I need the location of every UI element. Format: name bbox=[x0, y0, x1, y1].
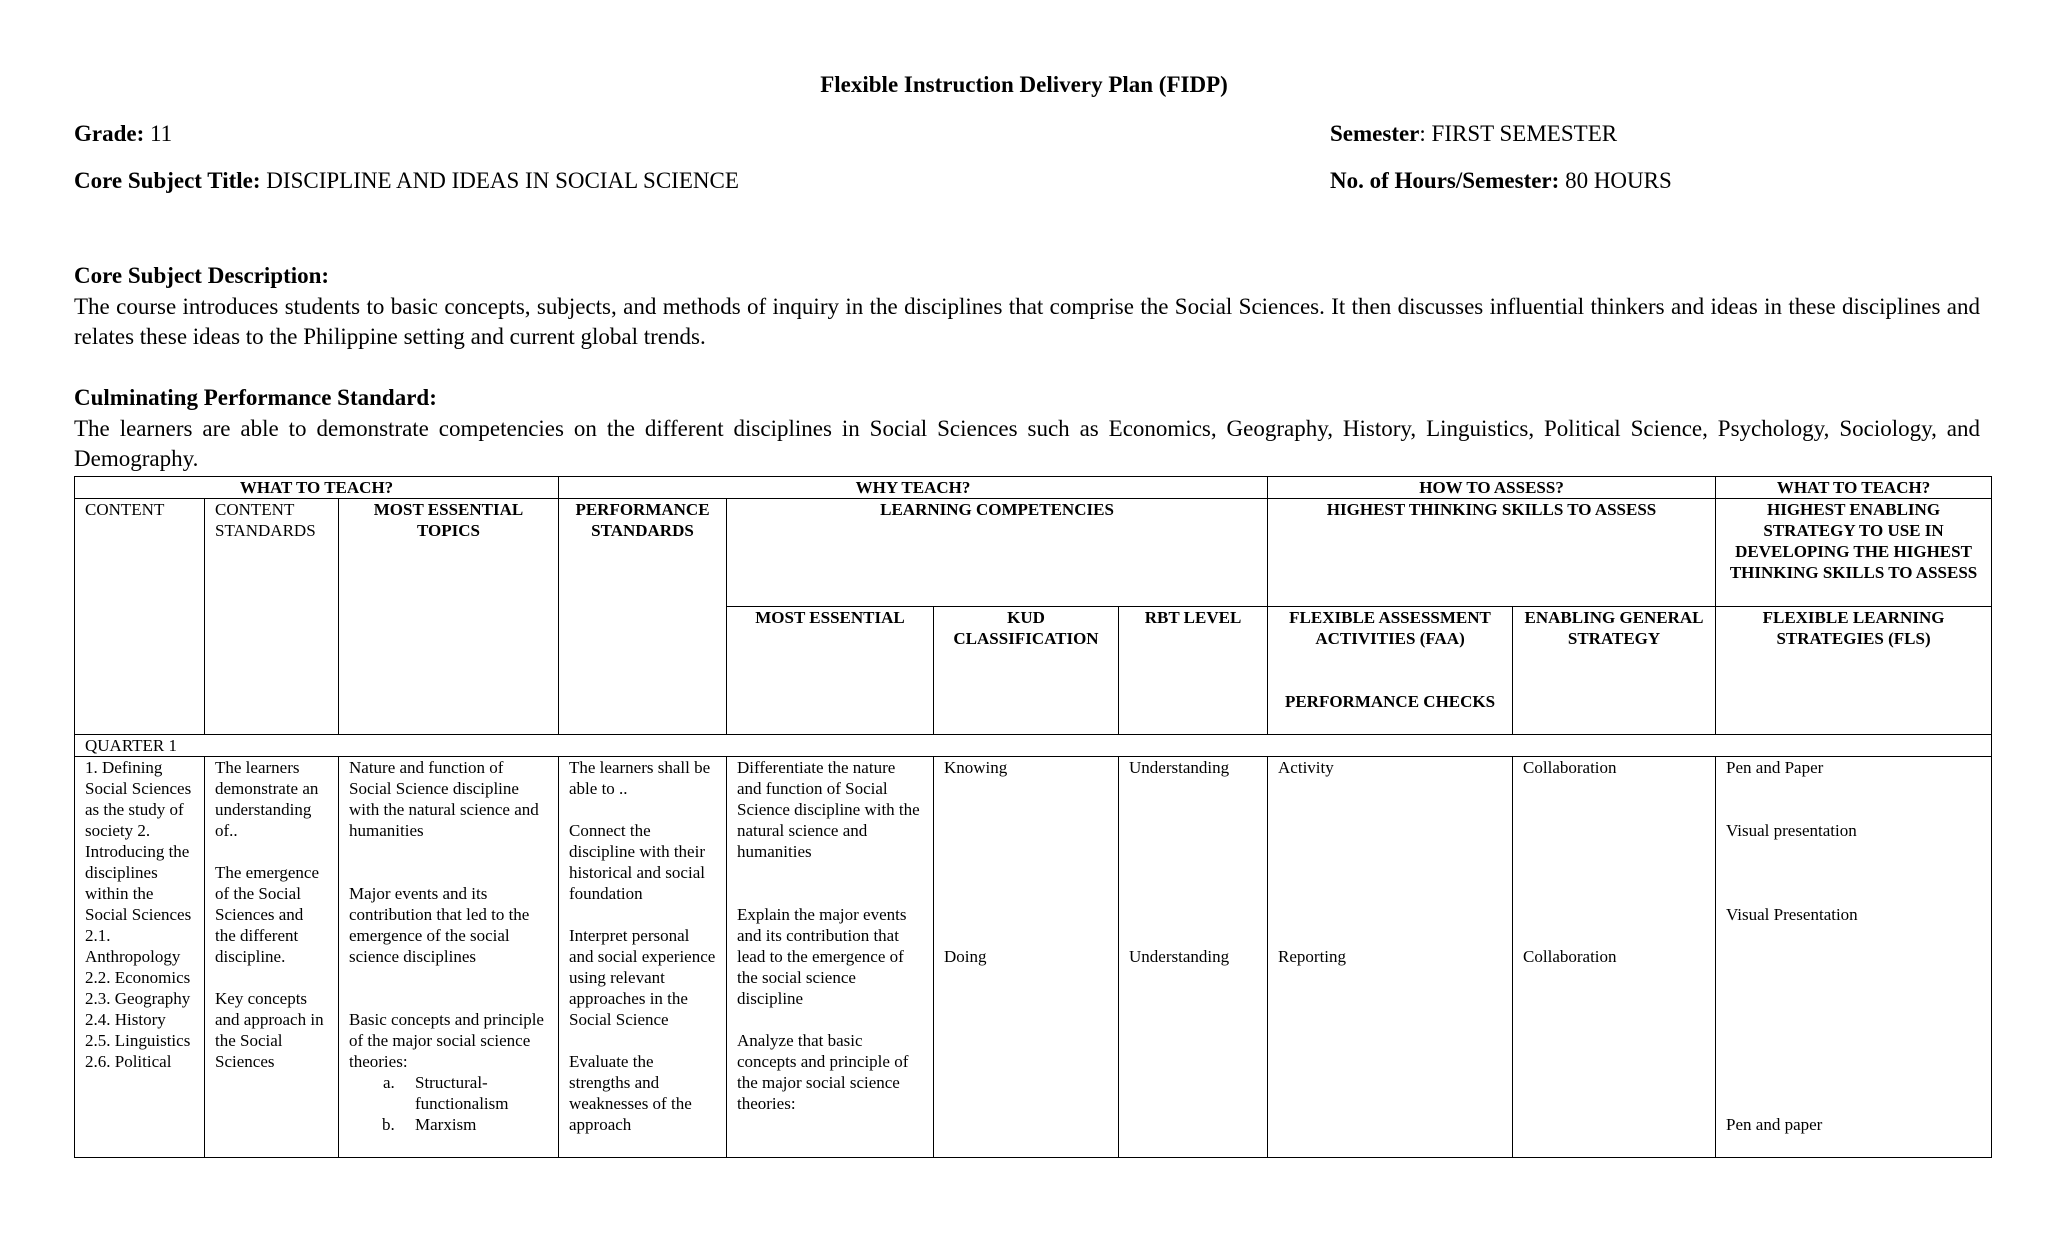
grade-line bbox=[74, 121, 172, 147]
hours-line bbox=[1330, 168, 1672, 194]
culminating-text: The learners are able to demonstrate competencies on the different disciplines in Social Sciences such as Economics, Geography, History, Linguistics, Political Science, Psychology, Sociology, and Demography. bbox=[74, 416, 1980, 471]
sub-header-row bbox=[75, 499, 1992, 607]
semester-label: Semester bbox=[1330, 121, 1420, 146]
grade-label: Grade: bbox=[74, 121, 145, 146]
header-content-standards: CONTENT STANDARDS bbox=[205, 499, 339, 735]
table-row bbox=[75, 757, 1992, 1158]
header-highest-enabling: HIGHEST ENABLING STRATEGY TO USE IN DEVELOPING THE HIGHEST THINKING SKILLS TO ASSESS bbox=[1716, 499, 1992, 607]
subject-label: Core Subject Title: bbox=[74, 168, 261, 193]
list-item: a. Structural-functionalism bbox=[399, 1072, 548, 1114]
header-fls: FLEXIBLE LEARNING STRATEGIES (FLS) bbox=[1716, 607, 1992, 735]
semester-value: : FIRST SEMESTER bbox=[1419, 121, 1618, 146]
quarter-label: QUARTER 1 bbox=[75, 735, 1992, 757]
grade-value: 11 bbox=[150, 121, 173, 146]
cell-enabling: Collaboration Collaboration bbox=[1513, 757, 1716, 1158]
cell-faa: Activity Reporting bbox=[1268, 757, 1513, 1158]
fidp-table bbox=[74, 476, 1992, 1158]
list-item: b. Marxism bbox=[399, 1114, 548, 1135]
quarter-row bbox=[75, 735, 1992, 757]
header-faa: FLEXIBLE ASSESSMENT ACTIVITIES (FAA) bbox=[1289, 608, 1491, 648]
cell-fls: Pen and Paper Visual presentation Visual Presentation Pen and paper bbox=[1716, 757, 1992, 1158]
header-kud: KUD CLASSIFICATION bbox=[934, 607, 1119, 735]
header-performance-checks: PERFORMANCE CHECKS bbox=[1284, 692, 1496, 711]
document-title: Flexible Instruction Delivery Plan (FIDP) bbox=[820, 72, 1228, 97]
header-how-to-assess: HOW TO ASSESS? bbox=[1268, 477, 1716, 499]
cell-content: 1. Defining Social Sciences as the study of society 2. Introducing the disciplines within the Social Sciences 2.1. Anthropology 2.2. Economics 2.3. Geography 2.4. History 2.5. Linguistics 2.6. Political bbox=[75, 757, 205, 1158]
header-performance-standards: PERFORMANCE STANDARDS bbox=[559, 499, 727, 735]
cell-topics: Nature and function of Social Science discipline with the natural science and humanities Major events and its contribution that led to the emergence of the social science disciplines Basic concepts and principle of the major social science theories: a. Structural-functionalism b. Marxism bbox=[339, 757, 559, 1158]
subject-line bbox=[74, 168, 739, 194]
header-learning-competencies: LEARNING COMPETENCIES bbox=[727, 499, 1268, 607]
header-why-teach: WHY TEACH? bbox=[559, 477, 1268, 499]
header-highest-thinking: HIGHEST THINKING SKILLS TO ASSESS bbox=[1268, 499, 1716, 607]
header-what-to-teach-2: WHAT TO TEACH? bbox=[1716, 477, 1992, 499]
cell-content-standards: The learners demonstrate an understanding of.. The emergence of the Social Sciences and the different discipline. Key concepts and approach in the Social Sciences bbox=[205, 757, 339, 1158]
header-most-essential: MOST ESSENTIAL bbox=[727, 607, 934, 735]
culminating-heading: Culminating Performance Standard: bbox=[74, 385, 437, 410]
header-enabling-general: ENABLING GENERAL STRATEGY bbox=[1513, 607, 1716, 735]
header-faa-cell bbox=[1268, 607, 1513, 735]
cell-performance: The learners shall be able to .. Connect the discipline with their historical and social foundation Interpret personal and social experience using relevant approaches in the Social Science Evaluate the strengths and weaknesses of the approach bbox=[559, 757, 727, 1158]
topic-list bbox=[349, 1072, 548, 1135]
header-most-essential-topics: MOST ESSENTIAL TOPICS bbox=[339, 499, 559, 735]
hours-label: No. of Hours/Semester: bbox=[1330, 168, 1560, 193]
semester-line bbox=[1330, 121, 1617, 147]
header-what-to-teach: WHAT TO TEACH? bbox=[75, 477, 559, 499]
header-content: CONTENT bbox=[75, 499, 205, 735]
header-rbt: RBT LEVEL bbox=[1119, 607, 1268, 735]
description-text: The course introduces students to basic concepts, subjects, and methods of inquiry in the disciplines that comprise the Social Sciences. It then discusses influential thinkers and ideas in these disciplines and relates these ideas to the Philippine setting and current global trends. bbox=[74, 294, 1980, 349]
cell-kud: Knowing Doing bbox=[934, 757, 1119, 1158]
hours-value: 80 HOURS bbox=[1565, 168, 1672, 193]
cell-competencies: Differentiate the nature and function of Social Science discipline with the natural science and humanities Explain the major events and its contribution that lead to the emergence of the social science discipline Analyze that basic concepts and principle of the major social science theories: bbox=[727, 757, 934, 1158]
description-heading: Core Subject Description: bbox=[74, 263, 330, 288]
cell-rbt: Understanding Understanding bbox=[1119, 757, 1268, 1158]
subject-value: DISCIPLINE AND IDEAS IN SOCIAL SCIENCE bbox=[266, 168, 739, 193]
group-header-row bbox=[75, 477, 1992, 499]
